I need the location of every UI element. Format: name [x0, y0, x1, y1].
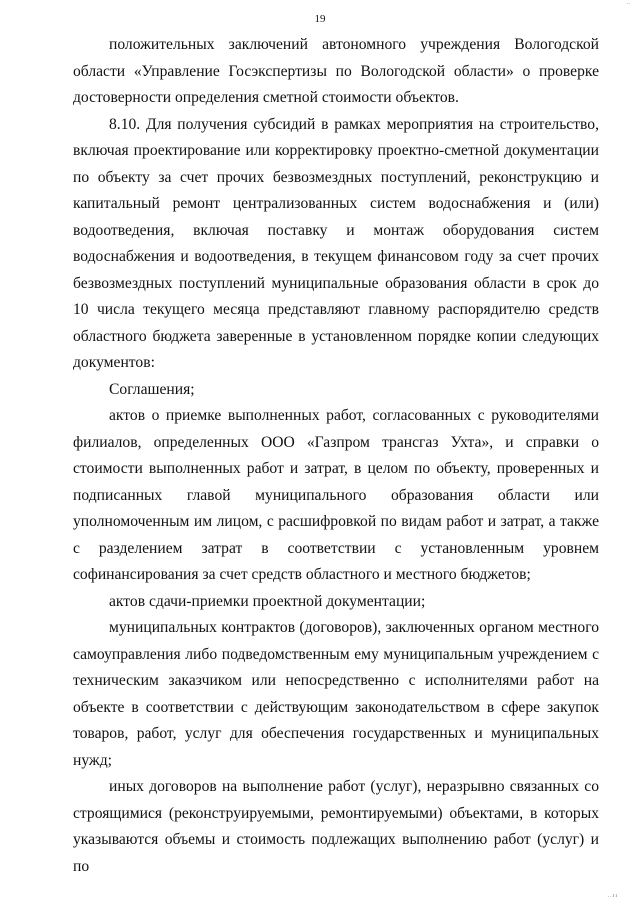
list-item-acts-of-acceptance: актов о приемке выполненных работ, согласованных с руководителями филиалов, определенных ООО «Газпром трансгаз Ухта», и справки о стоимости выполненных работ и затрат, в целом по объекту, проверенных и подписанных главой муниципального образования области или уполномоченным им лицом, с расшифровкой по видам работ и затрат, а также с разделением затрат в соответствии с установленным уровнем софинансирования за счет средств областного и местного бюджетов; [73, 407, 599, 583]
paragraph-section-8-10: 8.10. Для получения субсидий в рамках мероприятия на строительство, включая проектирование или корректировку проектно-сметной документации по объекту за счет прочих безвозмездных поступлений, реконструкцию и капитальный ремонт централизованных систем водоснабжения и (или) водоотведения, включая поставку и монтаж оборудования систем водоснабжения и водоотведения, в текущем финансовом году за счет прочих безвозмездных поступлений муниципальные образования области в срок до 10 числа текущего месяца представляют главному распорядителю средств областного бюджета заверенные в установленном порядке копии следующих документов: [73, 115, 599, 371]
document-body [73, 32, 599, 880]
list-item-design-acts: актов сдачи-приемки проектной документации; [109, 592, 426, 610]
page-number: 19 [314, 13, 326, 25]
list-item-other-contracts: иных договоров на выполнение работ (услуг), неразрывно связанных со строящимися (реконструируемыми, ремонтируемыми) объектами, в которых указываются объемы и стоимость подлежащих выполнению работ (услуг) и по [73, 778, 599, 875]
list-item-municipal-contracts: муниципальных контрактов (договоров), заключенных органом местного самоуправления либо подведомственным ему муниципальным учреждением с техническим заказчиком или непосредственно с исполнителями работ на объекте в соответствии с действующим законодательством в сфере закупок товаров, работ, услуг для обеспечения государственных и муниципальных нужд; [73, 619, 599, 769]
list-item-agreement: Соглашения; [109, 380, 195, 398]
top-edge-mark: .. [627, 0, 630, 6]
paragraph-continuation: положительных заключений автономного учреждения Вологодской области «Управление Госэкспертизы по Вологодской области» о проверке достоверности определения сметной стоимости объектов. [73, 36, 599, 106]
corner-mark: ..ıı [607, 893, 618, 899]
